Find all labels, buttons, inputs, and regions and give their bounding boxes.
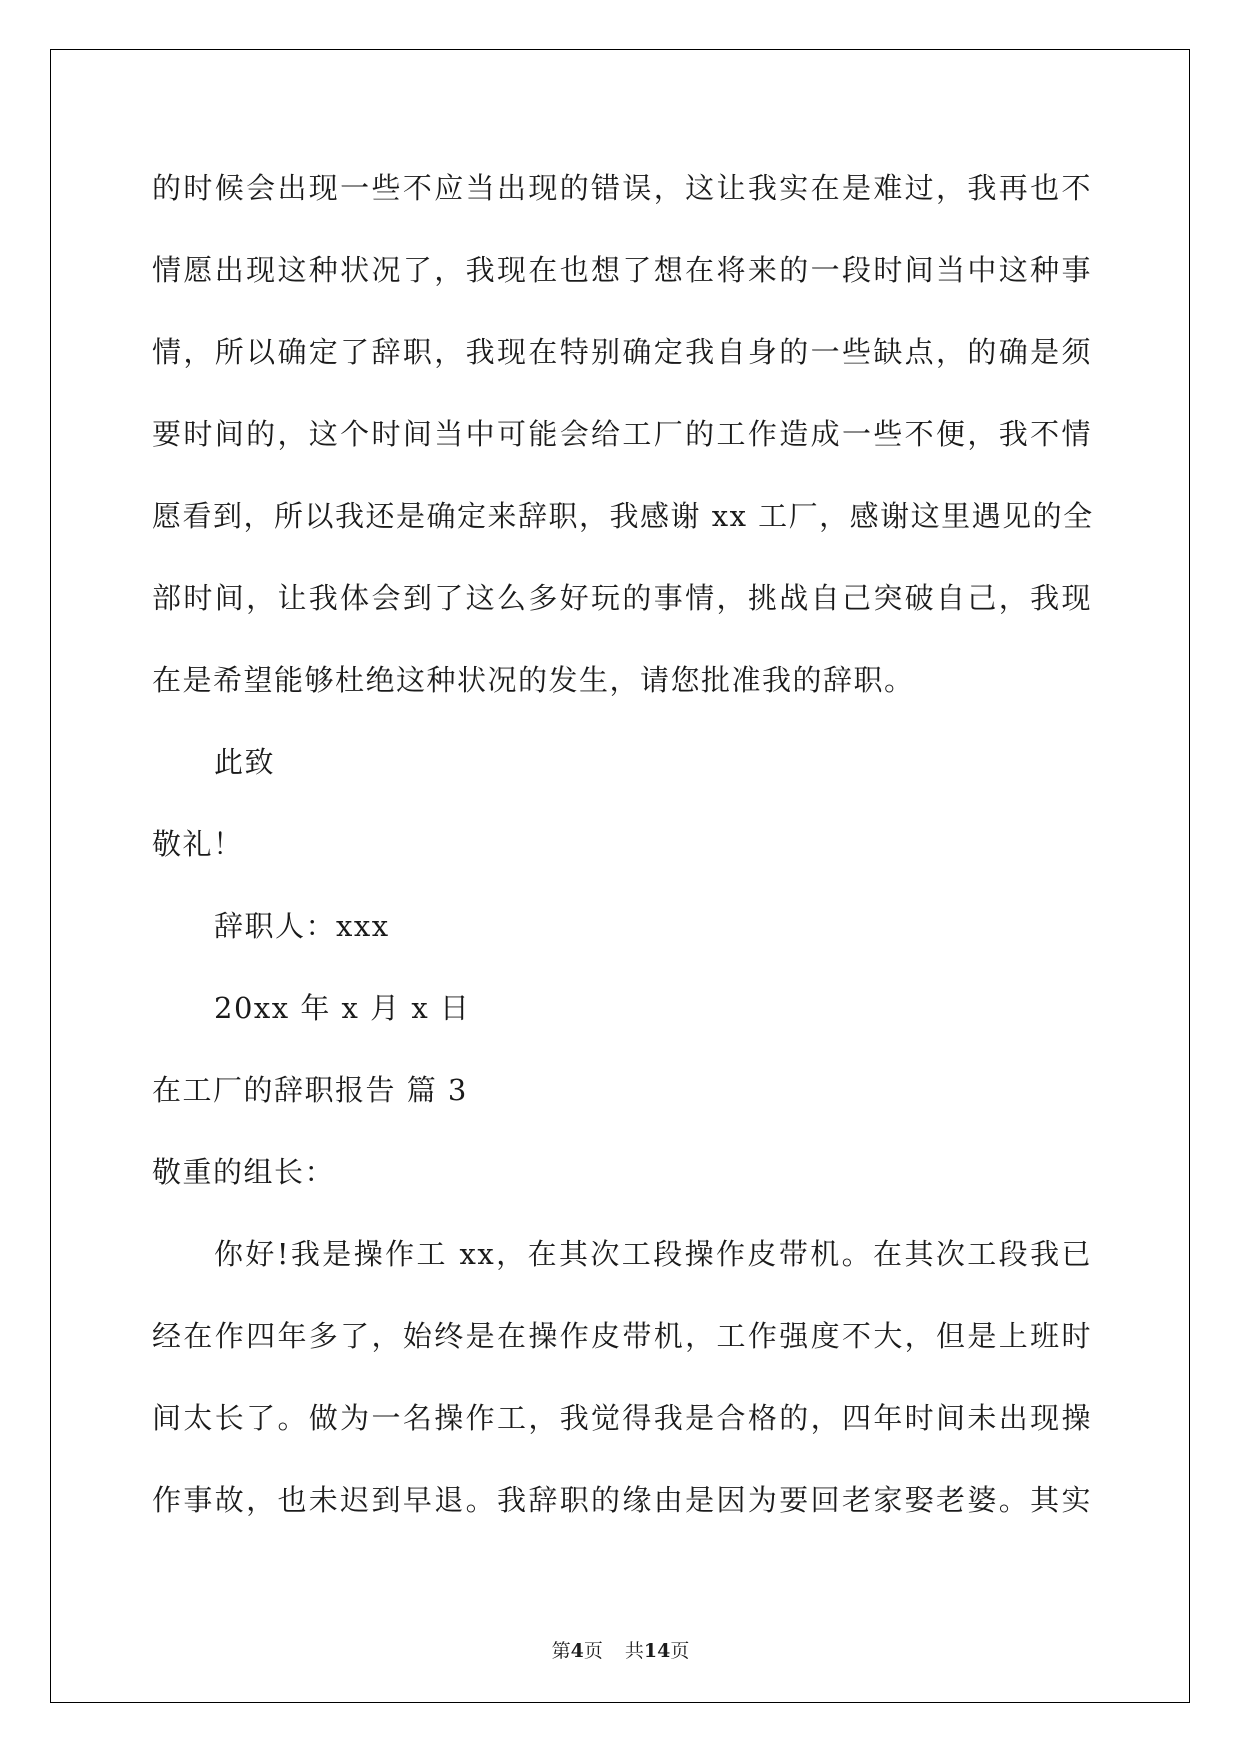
page-number: 4 bbox=[570, 1640, 584, 1662]
body-line-8: 你好!我是操作工 xx，在其次工段操作皮带机。在其次工段我已 bbox=[214, 1237, 1092, 1271]
body-line-11: 作事故，也未迟到早退。我辞职的缘由是因为要回老家娶老婆。其实 bbox=[152, 1483, 1092, 1517]
body-line-7: 在是希望能够杜绝这种状况的发生，请您批准我的辞职。 bbox=[152, 663, 915, 697]
total-prefix: 共 bbox=[624, 1640, 644, 1662]
closing-respect: 敬礼！ bbox=[152, 827, 244, 861]
total-pages: 14 bbox=[643, 1640, 671, 1662]
body-line-4: 要时间的，这个时间当中可能会给工厂的工作造成一些不便，我不情 bbox=[152, 417, 1092, 451]
body-line-2: 情愿出现这种状况了，我现在也想了想在将来的一段时间当中这种事 bbox=[152, 253, 1092, 287]
body-line-3: 情，所以确定了辞职，我现在特别确定我自身的一些缺点，的确是须 bbox=[152, 335, 1092, 369]
body-line-6: 部时间，让我体会到了这么多好玩的事情，挑战自己突破自己，我现 bbox=[152, 581, 1092, 615]
body-line-9: 经在作四年多了，始终是在操作皮带机，工作强度不大，但是上班时 bbox=[152, 1319, 1092, 1353]
body-line-10: 间太长了。做为一名操作工，我觉得我是合格的，四年时间未出现操 bbox=[152, 1401, 1092, 1435]
page-footer bbox=[0, 1636, 1241, 1663]
section-heading: 在工厂的辞职报告 篇 3 bbox=[152, 1073, 468, 1107]
total-suffix: 页 bbox=[670, 1640, 690, 1662]
greeting-line: 敬重的组长： bbox=[152, 1155, 336, 1189]
body-line-5: 愿看到，所以我还是确定来辞职，我感谢 xx 工厂，感谢这里遇见的全 bbox=[152, 499, 1094, 533]
document-body bbox=[152, 147, 1092, 1541]
date-line: 20xx 年 x 月 x 日 bbox=[214, 991, 471, 1025]
page-suffix: 页 bbox=[583, 1640, 603, 1662]
signature-line: 辞职人：xxx bbox=[214, 909, 390, 943]
closing-salutation: 此致 bbox=[214, 745, 276, 779]
page-prefix: 第 bbox=[551, 1640, 571, 1662]
body-line-1: 的时候会出现一些不应当出现的错误，这让我实在是难过，我再也不 bbox=[152, 171, 1092, 205]
